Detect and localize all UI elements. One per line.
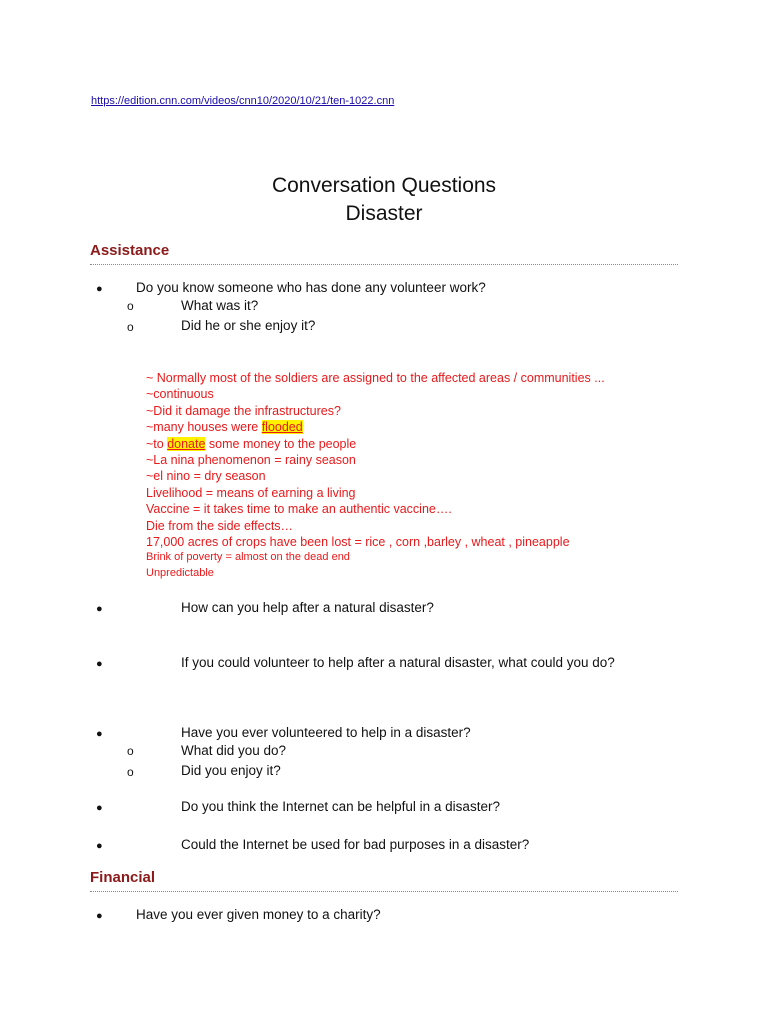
note-line: ~continuous xyxy=(146,387,214,402)
question-help-after-disaster: How can you help after a natural disaster? xyxy=(181,600,434,615)
bullet-icon: ● xyxy=(96,910,103,922)
title-line-2: Disaster xyxy=(345,202,423,225)
highlighted-word-flooded: flooded xyxy=(261,420,303,435)
note-line xyxy=(146,419,605,435)
question-internet-helpful: Do you think the Internet can be helpful in a disaster? xyxy=(181,799,500,814)
sub-bullet-icon: o xyxy=(127,320,134,334)
note-line xyxy=(146,436,605,452)
note-line: Die from the side effects… xyxy=(146,518,294,533)
subquestion-did-you-enjoy: Did you enjoy it? xyxy=(181,763,281,778)
note-line: ~Did it damage the infrastructures? xyxy=(146,403,341,418)
bullet-icon: ● xyxy=(96,658,103,670)
bullet-icon: ● xyxy=(96,728,103,740)
section-heading-financial: Financial xyxy=(90,869,678,892)
question-internet-bad-purposes: Could the Internet be used for bad purposes in a disaster? xyxy=(181,837,530,852)
question-ever-volunteered: Have you ever volunteered to help in a disaster? xyxy=(181,725,471,740)
question-given-money-charity: Have you ever given money to a charity? xyxy=(136,907,381,922)
section-heading-assistance: Assistance xyxy=(90,242,678,265)
note-text: ~many houses were xyxy=(146,420,262,435)
subquestion-what-was-it: What was it? xyxy=(181,298,259,313)
note-line: Vaccine = it takes time to make an authentic vaccine…. xyxy=(146,502,452,517)
note-line: Brink of poverty = almost on the dead end xyxy=(146,551,350,564)
page-title xyxy=(0,172,768,228)
note-text: some money to the people xyxy=(205,436,357,451)
note-line: Unpredictable xyxy=(146,566,214,579)
handwritten-notes xyxy=(146,370,605,581)
note-text: ~to xyxy=(146,436,168,451)
highlighted-word-donate: donate xyxy=(167,436,206,451)
sub-bullet-icon: o xyxy=(127,765,134,779)
bullet-icon: ● xyxy=(96,603,103,615)
note-line: ~La nina phenomenon = rainy season xyxy=(146,453,356,468)
sub-bullet-icon: o xyxy=(127,744,134,758)
bullet-icon: ● xyxy=(96,283,103,295)
source-link[interactable]: https://edition.cnn.com/videos/cnn10/2020/10/21/ten-1022.cnn xyxy=(91,95,395,107)
note-line: ~ Normally most of the soldiers are assigned to the affected areas / communities ... xyxy=(146,371,605,385)
subquestion-what-did-you-do: What did you do? xyxy=(181,743,287,758)
subquestion-enjoy-it: Did he or she enjoy it? xyxy=(181,318,316,333)
note-line: 17,000 acres of crops have been lost = rice , corn ,barley , wheat , pineapple xyxy=(146,535,570,550)
bullet-icon: ● xyxy=(96,802,103,814)
title-line-1: Conversation Questions xyxy=(271,174,497,197)
note-line: Livelihood = means of earning a living xyxy=(146,485,356,500)
question-volunteer-what-do: If you could volunteer to help after a natural disaster, what could you do? xyxy=(181,655,615,670)
bullet-icon: ● xyxy=(96,840,103,852)
question-volunteer-work: Do you know someone who has done any volunteer work? xyxy=(136,280,486,295)
sub-bullet-icon: o xyxy=(127,299,134,313)
note-line: ~el nino = dry season xyxy=(146,469,266,484)
